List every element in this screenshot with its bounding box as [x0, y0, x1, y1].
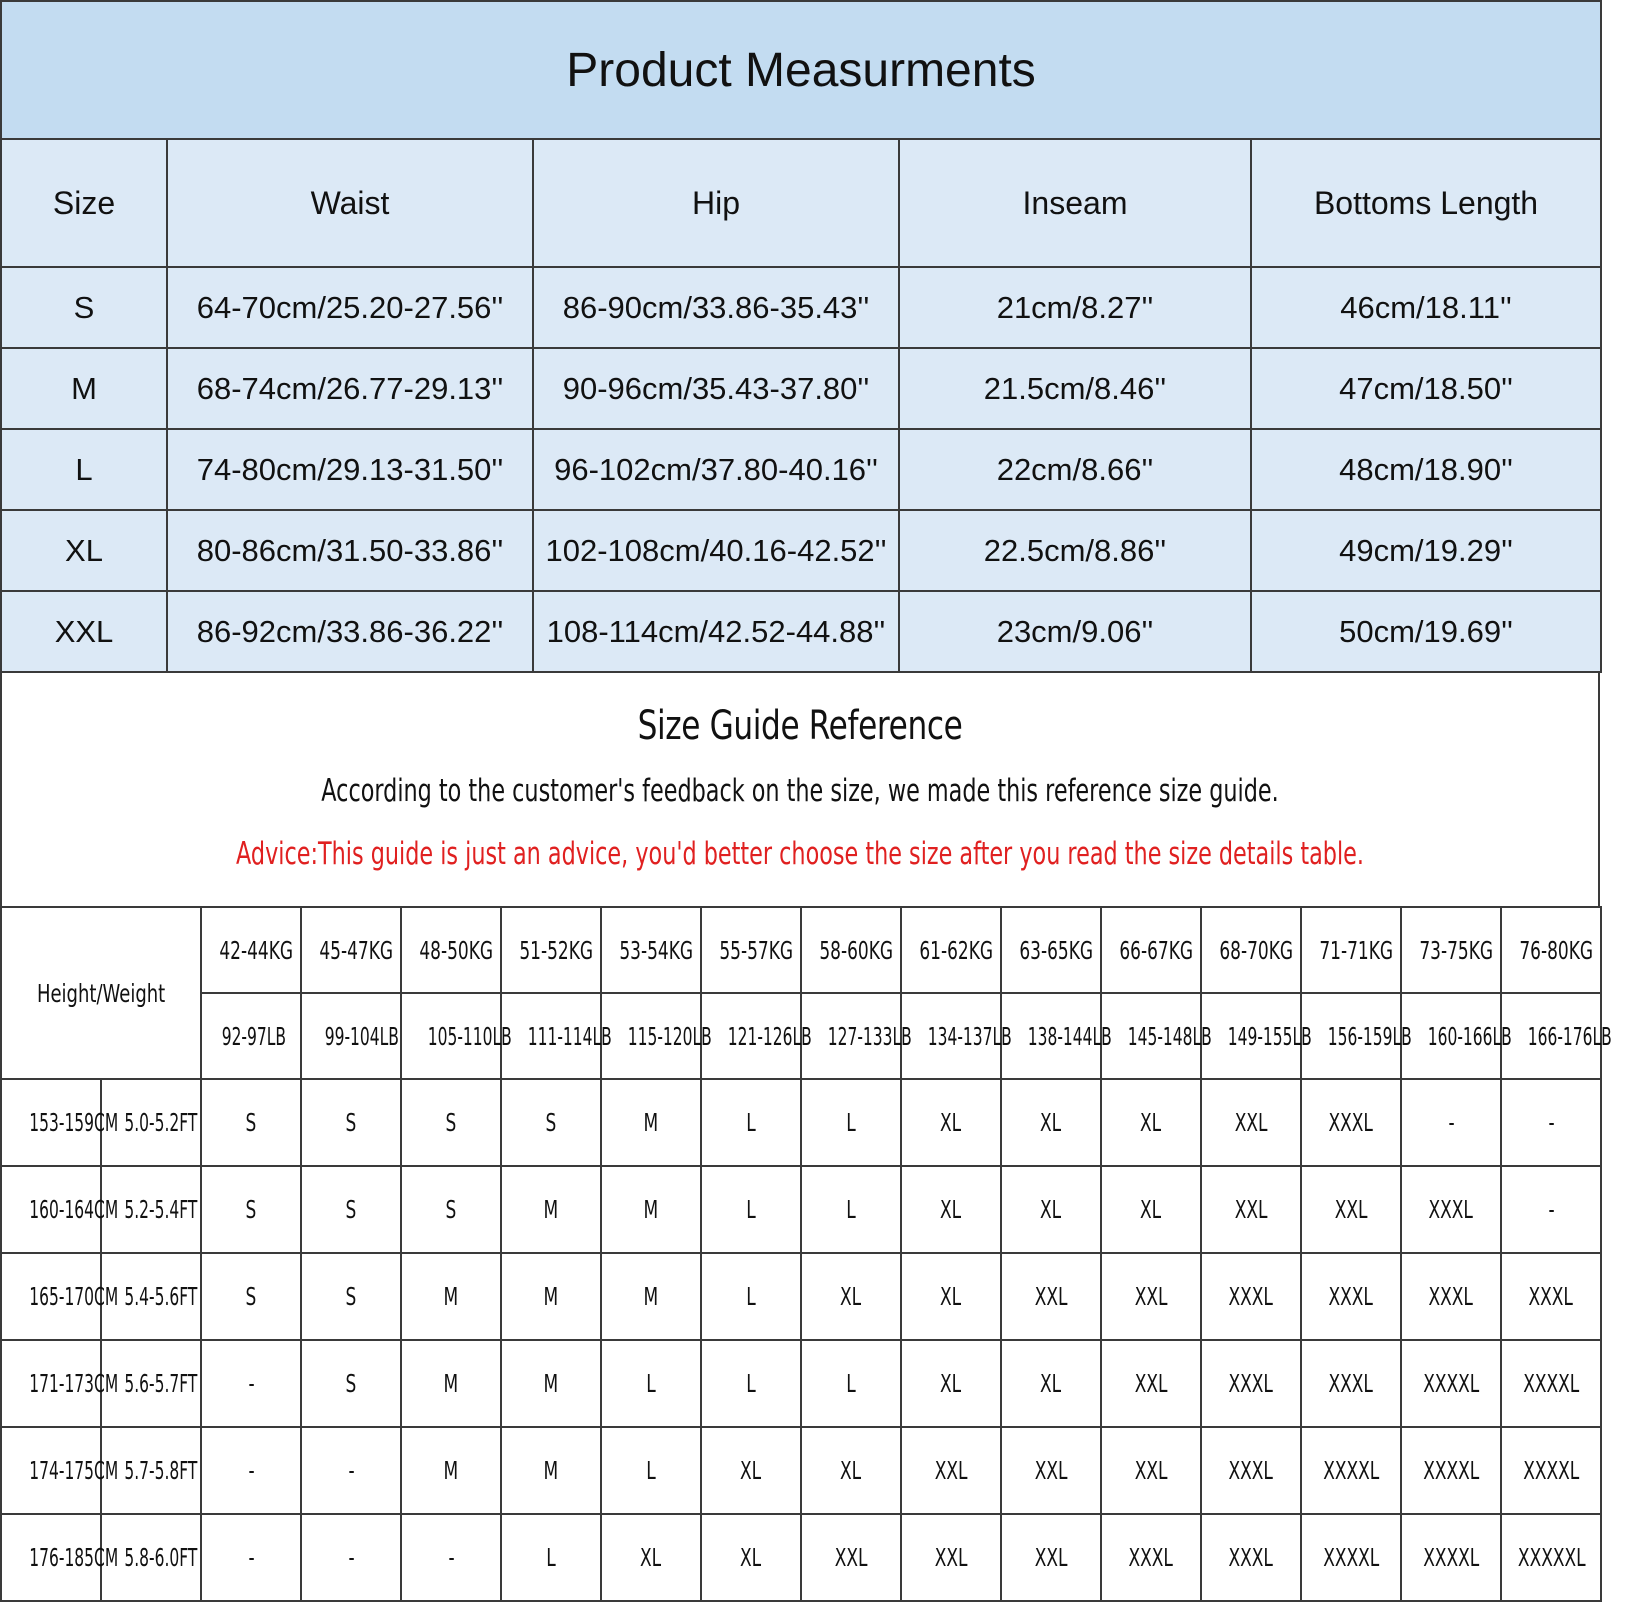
product-measurements-table: [0, 0, 1602, 673]
recommended-size-cell-text: XL: [840, 1456, 862, 1485]
recommended-size-cell-text: -: [247, 1543, 255, 1572]
recommended-size-cell: [1101, 1253, 1201, 1340]
size-guide-subtitle: According to the customer's feedback on the size, we made this reference size guide.: [321, 773, 1279, 809]
recommended-size-cell-text: XXXL: [1228, 1456, 1274, 1485]
weight-kg-cell-text: 48-50KG: [419, 935, 494, 965]
measurements-cell: 96-102cm/37.80-40.16'': [533, 429, 899, 510]
recommended-size-cell-text: M: [443, 1369, 459, 1398]
weight-kg-cell-text: 76-80KG: [1519, 935, 1594, 965]
recommended-size-cell: [1401, 1427, 1501, 1514]
recommended-size-cell-text: -: [247, 1456, 255, 1485]
weight-lb-cell-text: 111-114LB: [527, 1021, 612, 1051]
recommended-size-cell-text: S: [245, 1282, 257, 1311]
recommended-size-cell: [201, 1514, 301, 1601]
recommended-size-cell-text: XXXL: [1328, 1369, 1374, 1398]
recommended-size-cell-text: S: [445, 1195, 457, 1224]
recommended-size-cell: [1201, 1079, 1301, 1166]
recommended-size-cell-text: XXL: [1034, 1282, 1068, 1311]
weight-kg-cell-text: 66-67KG: [1119, 935, 1194, 965]
recommended-size-cell-text: -: [1447, 1108, 1455, 1137]
recommended-size-cell-text: XL: [640, 1543, 662, 1572]
recommended-size-cell: [201, 1079, 301, 1166]
recommended-size-cell: [501, 1166, 601, 1253]
recommended-size-cell: [701, 1253, 801, 1340]
weight-lb-cell-text: 105-110LB: [427, 1021, 512, 1051]
recommended-size-cell: [1201, 1340, 1301, 1427]
recommended-size-cell: [501, 1253, 601, 1340]
weight-lb-cell-text: 134-137LB: [927, 1021, 1012, 1051]
weight-kg-cell: [401, 907, 501, 993]
recommended-size-cell: [1501, 1427, 1601, 1514]
recommended-size-cell-text: XXL: [1234, 1108, 1268, 1137]
recommended-size-cell: [1001, 1427, 1101, 1514]
recommended-size-cell-text: XXL: [1034, 1456, 1068, 1485]
recommended-size-cell-text: L: [846, 1369, 856, 1398]
recommended-size-cell-text: M: [643, 1282, 659, 1311]
height-cm-cell-text: 165-170CM: [29, 1282, 119, 1311]
recommended-size-cell: [801, 1079, 901, 1166]
recommended-size-cell-text: XXXXL: [1322, 1456, 1380, 1485]
recommended-size-cell-text: -: [347, 1543, 355, 1572]
recommended-size-cell: [901, 1079, 1001, 1166]
recommended-size-cell-text: XL: [1040, 1369, 1062, 1398]
weight-kg-cell-text: 61-62KG: [919, 935, 994, 965]
measurements-cell: L: [1, 429, 167, 510]
height-row: [1, 1340, 1601, 1427]
weight-lb-cell-text: 99-104LB: [324, 1021, 399, 1051]
weight-lb-cell: [601, 993, 712, 1079]
recommended-size-cell-text: XXXL: [1528, 1282, 1574, 1311]
height-ft-cell-text: 5.0-5.2FT: [124, 1108, 198, 1137]
recommended-size-cell: [901, 1253, 1001, 1340]
measurements-cell: 64-70cm/25.20-27.56'': [167, 267, 533, 348]
recommended-size-cell-text: M: [543, 1456, 559, 1485]
weight-kg-cell: [1401, 907, 1501, 993]
measurements-cell: 80-86cm/31.50-33.86'': [167, 510, 533, 591]
recommended-size-cell-text: M: [443, 1282, 459, 1311]
recommended-size-cell: [1201, 1166, 1301, 1253]
measurements-cell: 50cm/19.69'': [1251, 591, 1601, 672]
weight-kg-cell: [801, 907, 901, 993]
recommended-size-cell-text: -: [1547, 1195, 1555, 1224]
recommended-size-cell: [201, 1253, 301, 1340]
measurements-cell: 22cm/8.66'': [899, 429, 1251, 510]
recommended-size-cell: [501, 1079, 601, 1166]
recommended-size-cell: [901, 1166, 1001, 1253]
weight-kg-cell: [1001, 907, 1101, 993]
weight-kg-cell: [601, 907, 701, 993]
height-cm-cell-text: 160-164CM: [29, 1195, 119, 1224]
recommended-size-cell-text: XXL: [934, 1543, 968, 1572]
recommended-size-cell: [301, 1253, 401, 1340]
height-cm-cell: [1, 1253, 119, 1340]
measurements-cell: 68-74cm/26.77-29.13'': [167, 348, 533, 429]
recommended-size-cell-text: XXXL: [1328, 1108, 1374, 1137]
weight-kg-cell: [1201, 907, 1301, 993]
height-row: [1, 1166, 1601, 1253]
height-cm-cell-text: 171-173CM: [29, 1369, 119, 1398]
recommended-size-cell-text: XL: [1140, 1195, 1162, 1224]
height-row: [1, 1514, 1601, 1601]
weight-lb-cell: [901, 993, 1012, 1079]
measurements-cell: XXL: [1, 591, 167, 672]
recommended-size-cell-text: M: [543, 1369, 559, 1398]
recommended-size-cell: [801, 1166, 901, 1253]
weight-lb-cell-text: 121-126LB: [727, 1021, 812, 1051]
recommended-size-cell-text: XXXXL: [1522, 1456, 1580, 1485]
weight-kg-cell-text: 68-70KG: [1219, 935, 1294, 965]
recommended-size-cell: [1301, 1427, 1401, 1514]
recommended-size-cell-text: XXL: [1134, 1369, 1168, 1398]
recommended-size-cell: [1001, 1340, 1101, 1427]
recommended-size-cell: [1101, 1514, 1201, 1601]
recommended-size-cell-text: XXL: [1334, 1195, 1368, 1224]
recommended-size-cell: [1201, 1253, 1301, 1340]
recommended-size-cell: [1401, 1253, 1501, 1340]
height-cm-cell: [1, 1079, 119, 1166]
recommended-size-cell: [201, 1166, 301, 1253]
recommended-size-cell: [1501, 1514, 1601, 1601]
recommended-size-cell: [301, 1427, 401, 1514]
recommended-size-cell: [401, 1253, 501, 1340]
recommended-size-cell-text: L: [846, 1108, 856, 1137]
recommended-size-cell-text: L: [746, 1195, 756, 1224]
recommended-size-cell-text: -: [447, 1543, 455, 1572]
weight-lb-cell-text: 160-166LB: [1427, 1021, 1512, 1051]
measurements-cell: 22.5cm/8.86'': [899, 510, 1251, 591]
weight-lb-cell: [1001, 993, 1112, 1079]
height-cm-cell-text: 153-159CM: [29, 1108, 119, 1137]
recommended-size-cell: [501, 1514, 601, 1601]
measurements-cell: 48cm/18.90'': [1251, 429, 1601, 510]
recommended-size-cell: [1301, 1166, 1401, 1253]
recommended-size-cell-text: S: [245, 1195, 257, 1224]
weight-lb-cell-text: 138-144LB: [1027, 1021, 1112, 1051]
height-cm-cell-text: 174-175CM: [29, 1456, 119, 1485]
recommended-size-cell-text: XXXXL: [1422, 1543, 1480, 1572]
measurements-header-cell: Bottoms Length: [1251, 139, 1601, 267]
weight-kg-cell-text: 63-65KG: [1019, 935, 1094, 965]
recommended-size-cell: [201, 1427, 301, 1514]
weight-kg-cell-text: 71-71KG: [1319, 935, 1394, 965]
recommended-size-cell-text: XXXL: [1128, 1543, 1174, 1572]
recommended-size-cell: [1501, 1253, 1601, 1340]
recommended-size-cell-text: -: [247, 1369, 255, 1398]
recommended-size-cell-text: XXL: [1034, 1543, 1068, 1572]
measurements-cell: 49cm/19.29'': [1251, 510, 1601, 591]
measurements-row: [1, 591, 1601, 672]
recommended-size-cell-text: XXL: [1234, 1195, 1268, 1224]
weight-lb-cell: [501, 993, 612, 1079]
recommended-size-cell: [1301, 1514, 1401, 1601]
weight-kg-cell-text: 45-47KG: [319, 935, 394, 965]
recommended-size-cell: [501, 1340, 601, 1427]
recommended-size-cell: [1001, 1166, 1101, 1253]
measurements-cell: XL: [1, 510, 167, 591]
recommended-size-cell: [801, 1253, 901, 1340]
recommended-size-cell-text: XXXL: [1228, 1369, 1274, 1398]
recommended-size-cell: [1301, 1253, 1401, 1340]
measurements-row: [1, 510, 1601, 591]
recommended-size-cell: [401, 1166, 501, 1253]
recommended-size-cell-text: XL: [940, 1108, 962, 1137]
recommended-size-cell-text: L: [746, 1108, 756, 1137]
recommended-size-cell-text: S: [345, 1369, 357, 1398]
recommended-size-cell-text: XXXXXL: [1517, 1543, 1586, 1572]
recommended-size-cell: [1001, 1079, 1101, 1166]
weight-lb-cell-text: 92-97LB: [221, 1021, 287, 1051]
recommended-size-cell: [401, 1427, 501, 1514]
weight-kg-cell: [1301, 907, 1401, 993]
recommended-size-cell-text: M: [543, 1195, 559, 1224]
weight-kg-cell: [301, 907, 401, 993]
weight-kg-cell-text: 53-54KG: [619, 935, 694, 965]
recommended-size-cell-text: S: [445, 1108, 457, 1137]
weight-lb-cell: [401, 993, 512, 1079]
height-weight-label-text: Height/Weight: [36, 978, 166, 1008]
weight-kg-cell: [901, 907, 1001, 993]
measurements-cell: 21.5cm/8.46'': [899, 348, 1251, 429]
measurements-cell: 74-80cm/29.13-31.50'': [167, 429, 533, 510]
recommended-size-cell-text: M: [543, 1282, 559, 1311]
measurements-cell: 46cm/18.11'': [1251, 267, 1601, 348]
recommended-size-cell: [801, 1340, 901, 1427]
height-ft-cell-text: 5.8-6.0FT: [124, 1543, 198, 1572]
recommended-size-cell-text: S: [245, 1108, 257, 1137]
measurements-title: Product Measurments: [1, 1, 1601, 139]
height-weight-label: [1, 907, 201, 1079]
height-cm-cell-text: 176-185CM: [29, 1543, 119, 1572]
weight-lb-cell-text: 156-159LB: [1327, 1021, 1412, 1051]
recommended-size-cell-text: -: [347, 1456, 355, 1485]
recommended-size-cell: [601, 1427, 701, 1514]
recommended-size-cell-text: S: [545, 1108, 557, 1137]
recommended-size-cell: [1401, 1079, 1501, 1166]
measurements-cell: 86-92cm/33.86-36.22'': [167, 591, 533, 672]
recommended-size-cell-text: XL: [1040, 1195, 1062, 1224]
recommended-size-cell: [401, 1514, 501, 1601]
recommended-size-cell-text: S: [345, 1195, 357, 1224]
measurements-header-cell: Waist: [167, 139, 533, 267]
recommended-size-cell-text: L: [646, 1369, 656, 1398]
recommended-size-cell: [701, 1079, 801, 1166]
height-row: [1, 1253, 1601, 1340]
weight-lb-cell: [301, 993, 401, 1079]
recommended-size-cell: [201, 1340, 301, 1427]
recommended-size-cell: [601, 1340, 701, 1427]
recommended-size-cell-text: L: [746, 1282, 756, 1311]
recommended-size-cell-text: L: [746, 1369, 756, 1398]
recommended-size-cell: [1301, 1079, 1401, 1166]
recommended-size-cell-text: XXL: [1134, 1282, 1168, 1311]
recommended-size-cell: [1101, 1166, 1201, 1253]
recommended-size-cell: [1401, 1340, 1501, 1427]
recommended-size-cell-text: L: [546, 1543, 556, 1572]
size-guide-body: [1, 907, 1612, 1601]
weight-lb-cell: [1301, 993, 1412, 1079]
measurements-cell: 86-90cm/33.86-35.43'': [533, 267, 899, 348]
measurements-header-row: [1, 139, 1601, 267]
recommended-size-cell-text: XXL: [834, 1543, 868, 1572]
recommended-size-cell: [301, 1166, 401, 1253]
measurements-row: [1, 348, 1601, 429]
recommended-size-cell-text: XL: [740, 1456, 762, 1485]
recommended-size-cell: [901, 1340, 1001, 1427]
weight-lb-cell: [1501, 993, 1612, 1079]
recommended-size-cell-text: XL: [940, 1282, 962, 1311]
weight-kg-cell: [1101, 907, 1201, 993]
recommended-size-cell: [1501, 1079, 1601, 1166]
weight-kg-cell-text: 42-44KG: [219, 935, 294, 965]
recommended-size-cell: [701, 1427, 801, 1514]
recommended-size-cell: [1301, 1340, 1401, 1427]
recommended-size-cell: [1201, 1427, 1301, 1514]
recommended-size-cell-text: M: [643, 1108, 659, 1137]
recommended-size-cell-text: XXXL: [1228, 1282, 1274, 1311]
recommended-size-cell: [1401, 1514, 1501, 1601]
recommended-size-cell: [401, 1340, 501, 1427]
weight-kg-cell-text: 51-52KG: [519, 935, 594, 965]
weight-lb-cell: [1101, 993, 1212, 1079]
weight-kg-cell: [1501, 907, 1601, 993]
height-cm-cell: [1, 1514, 119, 1601]
recommended-size-cell: [301, 1079, 401, 1166]
recommended-size-cell-text: L: [646, 1456, 656, 1485]
measurements-header-cell: Inseam: [899, 139, 1251, 267]
recommended-size-cell: [1501, 1340, 1601, 1427]
recommended-size-cell-text: -: [1547, 1108, 1555, 1137]
measurements-row: [1, 267, 1601, 348]
recommended-size-cell: [801, 1514, 901, 1601]
weight-kg-cell: [201, 907, 301, 993]
recommended-size-cell-text: S: [345, 1282, 357, 1311]
height-row: [1, 1427, 1601, 1514]
recommended-size-cell: [1501, 1166, 1601, 1253]
height-ft-cell-text: 5.2-5.4FT: [124, 1195, 198, 1224]
height-ft-cell-text: 5.7-5.8FT: [124, 1456, 198, 1485]
recommended-size-cell: [601, 1253, 701, 1340]
height-row: [1, 1079, 1601, 1166]
recommended-size-cell-text: XXXXL: [1422, 1369, 1480, 1398]
measurements-cell: 47cm/18.50'': [1251, 348, 1601, 429]
recommended-size-cell: [1101, 1340, 1201, 1427]
recommended-size-cell: [701, 1514, 801, 1601]
measurements-header-cell: Hip: [533, 139, 899, 267]
height-ft-cell-text: 5.6-5.7FT: [124, 1369, 198, 1398]
measurements-cell: S: [1, 267, 167, 348]
measurements-cell: 90-96cm/35.43-37.80'': [533, 348, 899, 429]
recommended-size-cell-text: XXXL: [1228, 1543, 1274, 1572]
weight-lb-cell: [201, 993, 301, 1079]
measurements-header-cell: Size: [1, 139, 167, 267]
recommended-size-cell: [1101, 1079, 1201, 1166]
recommended-size-cell-text: XXXXL: [1522, 1369, 1580, 1398]
weight-kg-row: [1, 907, 1601, 993]
size-guide-advice: Advice:This guide is just an advice, you'd better choose the size after you read the size details table.: [236, 836, 1364, 872]
recommended-size-cell: [901, 1514, 1001, 1601]
recommended-size-cell: [601, 1514, 701, 1601]
recommended-size-cell: [1001, 1514, 1101, 1601]
recommended-size-cell-text: XXXL: [1428, 1282, 1474, 1311]
recommended-size-cell: [301, 1514, 401, 1601]
recommended-size-cell: [401, 1079, 501, 1166]
weight-lb-cell: [701, 993, 812, 1079]
recommended-size-cell: [1001, 1253, 1101, 1340]
recommended-size-cell: [301, 1340, 401, 1427]
recommended-size-cell-text: XXXXL: [1322, 1543, 1380, 1572]
recommended-size-cell: [901, 1427, 1001, 1514]
recommended-size-cell-text: XL: [840, 1282, 862, 1311]
recommended-size-cell-text: XL: [1140, 1108, 1162, 1137]
recommended-size-cell-text: M: [643, 1195, 659, 1224]
measurements-cell: 102-108cm/40.16-42.52'': [533, 510, 899, 591]
recommended-size-cell-text: XL: [1040, 1108, 1062, 1137]
recommended-size-cell-text: XXXL: [1328, 1282, 1374, 1311]
recommended-size-cell: [1201, 1514, 1301, 1601]
weight-lb-cell-text: 166-176LB: [1527, 1021, 1612, 1051]
recommended-size-cell: [601, 1166, 701, 1253]
recommended-size-cell: [701, 1340, 801, 1427]
weight-kg-cell: [701, 907, 801, 993]
recommended-size-cell: [801, 1427, 901, 1514]
recommended-size-cell-text: XL: [940, 1369, 962, 1398]
weight-lb-cell-text: 145-148LB: [1127, 1021, 1212, 1051]
recommended-size-cell: [1101, 1427, 1201, 1514]
weight-lb-cell-text: 149-155LB: [1227, 1021, 1312, 1051]
recommended-size-cell-text: XXXXL: [1422, 1456, 1480, 1485]
recommended-size-cell-text: XXL: [1134, 1456, 1168, 1485]
weight-lb-cell: [801, 993, 912, 1079]
recommended-size-cell: [701, 1166, 801, 1253]
size-guide-table: [0, 906, 1612, 1602]
weight-lb-cell: [1201, 993, 1312, 1079]
weight-lb-cell: [1401, 993, 1512, 1079]
recommended-size-cell-text: XXL: [934, 1456, 968, 1485]
recommended-size-cell-text: XL: [740, 1543, 762, 1572]
height-cm-cell: [1, 1166, 119, 1253]
weight-lb-cell-text: 115-120LB: [627, 1021, 712, 1051]
measurements-cell: M: [1, 348, 167, 429]
measurements-body: [1, 267, 1601, 672]
weight-kg-cell-text: 73-75KG: [1419, 935, 1494, 965]
measurements-cell: 108-114cm/42.52-44.88'': [533, 591, 899, 672]
recommended-size-cell: [601, 1079, 701, 1166]
weight-kg-cell: [501, 907, 601, 993]
measurements-cell: 23cm/9.06'': [899, 591, 1251, 672]
recommended-size-cell: [1401, 1166, 1501, 1253]
size-guide-title: Size Guide Reference: [637, 703, 963, 749]
recommended-size-cell-text: L: [846, 1195, 856, 1224]
recommended-size-cell-text: XXXL: [1428, 1195, 1474, 1224]
measurements-row: [1, 429, 1601, 510]
recommended-size-cell-text: S: [345, 1108, 357, 1137]
weight-lb-cell-text: 127-133LB: [827, 1021, 912, 1051]
weight-lb-row: [1, 993, 1601, 1079]
weight-kg-cell-text: 58-60KG: [819, 935, 894, 965]
size-guide-header: [0, 673, 1600, 906]
measurements-cell: 21cm/8.27'': [899, 267, 1251, 348]
recommended-size-cell: [501, 1427, 601, 1514]
recommended-size-cell-text: M: [443, 1456, 459, 1485]
height-cm-cell: [1, 1340, 119, 1427]
weight-kg-cell-text: 55-57KG: [719, 935, 794, 965]
recommended-size-cell-text: XL: [940, 1195, 962, 1224]
height-cm-cell: [1, 1427, 119, 1514]
height-ft-cell-text: 5.4-5.6FT: [124, 1282, 198, 1311]
